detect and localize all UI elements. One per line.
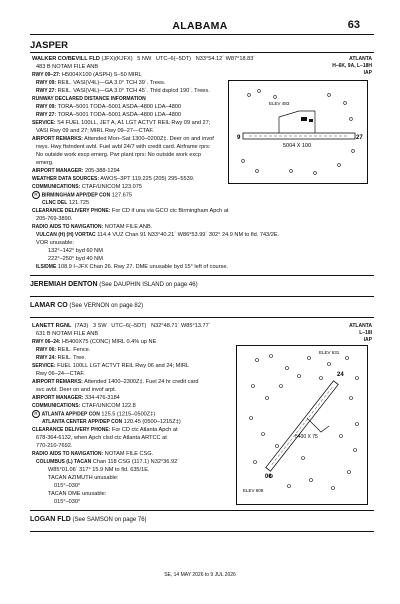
runway-06-label: RWY 06: [36, 347, 57, 353]
approach-label: BIRMINGHAM APP/DEP CON [41, 192, 111, 199]
runway-line [32, 338, 156, 346]
comms-label: COMMUNICATIONS: [32, 184, 81, 190]
radio-label: RADIO AIDS TO NAVIGATION: [32, 451, 104, 457]
see-city: JEREMIAH DENTON [30, 281, 98, 288]
remarks-line [32, 135, 214, 143]
radio-line [32, 223, 152, 231]
airport-name: WALKER CO/BEVILL FLD [32, 56, 100, 62]
clnc-line [42, 199, 89, 207]
service-line [32, 362, 189, 370]
approach-text: 127.675 [111, 192, 132, 199]
section-rule [30, 275, 374, 276]
airport-dist: 3 SW [92, 323, 107, 329]
weather-label: WEATHER DATA SOURCES: [32, 176, 100, 182]
declared-27-line [36, 111, 181, 119]
runway-24-text: REIL. Tree. [57, 355, 86, 361]
elevation-label: ELEV 483 [269, 101, 290, 106]
runway-end-24: 24 [337, 372, 344, 378]
weather-text: AWOS–3PT 119.225 (205) 295–5539. [100, 176, 195, 182]
service-text: FUEL 100LL LGT ACTVT REIL Rwy 06 and 24; MIRL [57, 363, 190, 369]
see-city: LAMAR CO [30, 302, 68, 309]
weather-line [32, 175, 194, 183]
remarks-label: AIRPORT REMARKS: [32, 136, 83, 142]
center-text: 120.45 (0500–1215Z‡) [123, 419, 181, 425]
ils-line [36, 263, 228, 271]
manager-label: AIRPORT MANAGER: [32, 395, 84, 401]
airport-name: LANETT RGNL [32, 323, 72, 329]
vortac-line [36, 231, 279, 239]
chart-label: L–18I [359, 330, 372, 336]
ils-text: 108.9 I–JFX Chan 26. Rwy 27. DME unusable byd 15° left of course. [57, 264, 228, 270]
airport-title-line [32, 55, 255, 63]
service-label: SERVICE: [32, 120, 56, 126]
runway-27-label: RWY 27: [36, 88, 57, 94]
clearance-label: CLEARANCE DELIVERY PHONE: [32, 208, 111, 214]
clearance-line-2: 678-364-6132, when Apch clsd ctc Atlanta ARTCC at [36, 435, 167, 441]
declared-27-label: RWY 27: [36, 112, 57, 118]
vor-range-2: 222°–250° byd 40 NM [48, 256, 103, 262]
runway-09-line [36, 79, 165, 87]
section-rule [30, 52, 374, 53]
declared-09-line [36, 103, 181, 111]
section-rule [30, 531, 374, 532]
comms-text: CTAF/UNICOM 122.8 [81, 403, 136, 409]
runway-27-text: REIL. VASI(V4L)—GA 3.0° TCH 45´. Thld dsplcd 190´. Trees. [57, 88, 210, 94]
manager-line [32, 167, 120, 175]
comms-line [32, 402, 136, 410]
service-text: S4 FUEL 100LL, JET A, A1 LGT ACTVT REIL Rwy 09 and 27; [57, 120, 211, 126]
service-line-2: VASI Rwy 09 and 27; MIRL Rwy 09–27—CTAF. [36, 128, 154, 134]
iap-label: IAP [363, 70, 372, 76]
airport-coords: N32°48.71´ W85°13.77´ [151, 323, 211, 329]
runway-text: H5004X100 (ASPH) S–50 MIRL [62, 72, 142, 78]
approach-text: 125.5 (1215–0500Z‡) [101, 411, 156, 418]
clearance-text: For CD if una via GCO ctc Birmingham Apch at [111, 208, 229, 214]
header-rule [30, 34, 374, 35]
runway-09-text: REIL. VASI(V4L)—GA 3.0° TCH 39´. Trees. [57, 80, 166, 86]
runway-27-line [36, 87, 210, 95]
info-line: 483 B NOTAM FILE ANB [36, 64, 99, 70]
see-text: (See SAMSON on page 76) [72, 517, 147, 523]
airport-title-line [32, 322, 211, 330]
elevation-label-sw: ELEV 609 [243, 488, 264, 493]
iap-label: IAP [363, 337, 372, 343]
runway-06-line [36, 346, 90, 354]
remarks-label: AIRPORT REMARKS: [32, 379, 83, 385]
airport-diagram-jasper [228, 80, 368, 184]
radio-text: NOTAM FILE ANB. [104, 224, 153, 230]
clearance-line-2: 205-769-3890. [36, 216, 73, 222]
terrain-marks [242, 90, 355, 175]
comms-line [32, 183, 142, 191]
declared-09-text: TORA–5001 TODA–5001 ASDA–4800 LDA–4800 [57, 104, 182, 110]
runway-dimension-label: 5004 X 100 [283, 143, 312, 149]
remarks-line-4: emerg. [36, 160, 54, 166]
tacan-label: COLUMBUS (L) TACAN [36, 459, 92, 465]
region-label: ATLANTA [349, 56, 372, 62]
remarks-line [32, 378, 199, 386]
manager-label: AIRPORT MANAGER: [32, 168, 84, 174]
section-rule [30, 296, 374, 297]
manager-text: 334-476-3184 [84, 395, 120, 401]
clearance-line [32, 207, 228, 215]
tacan-line-2: W85°01.06´ 317° 15.9 NM to fld. 635/1E. [48, 467, 150, 473]
region-label: ATLANTA [349, 323, 372, 329]
airport-utc: UTC–6(–5DT) [111, 323, 147, 329]
service-line-2: Rwy 06–24—CTAF. [36, 371, 85, 377]
runway-label: RWY 09–27: [32, 72, 61, 78]
radio-label: RADIO AIDS TO NAVIGATION: [32, 224, 104, 230]
see-city: LOGAN FLD [30, 516, 71, 523]
runway-line [32, 71, 142, 79]
see-reference-jeremiah-denton [30, 281, 198, 288]
manager-line [32, 394, 120, 402]
radio-text: NOTAM FILE CSG. [104, 451, 154, 457]
see-reference-logan-fld [30, 516, 147, 523]
clearance-line-3: 770-210-7692. [36, 443, 73, 449]
hangar-icons [301, 117, 313, 122]
approach-r-icon: R [32, 410, 40, 418]
tacan-dme-unusable: TACAN DME unusable: [48, 491, 107, 497]
clearance-text: For CD ctc Atlanta Apch at [111, 427, 178, 433]
service-label: SERVICE: [32, 363, 56, 369]
center-line [42, 418, 181, 426]
runway-06-text: REIL. Fence. [57, 347, 91, 353]
remarks-line-2: rwys. Hwy ftstndent avbl. Fuel avbl 24/7 with credit card. Airframe rprs: [36, 144, 211, 150]
chart-label: H–6K, 9A, L–18H [332, 63, 372, 69]
airport-utc: UTC–6(–5DT) [155, 56, 192, 62]
declared-distance-title: RUNWAY DECLARED DISTANCE INFORMATION [32, 96, 146, 102]
tacan-dme-range: 015°–030° [54, 499, 81, 505]
approach-r-icon: R [32, 191, 40, 199]
vortac-label: VULCAN (H) (H) VORTAC [36, 232, 96, 238]
vortac-text: 114.4 VUZ Chan 91 N33°40.21´ W86°53.99´ 302° 24.9 NM to fld. 743/2E. [97, 232, 280, 238]
manager-text: 205-388-1294 [84, 168, 120, 174]
runway-text: H5400X75 (CONC) MIRL 0.4% up NE [62, 339, 157, 345]
airport-diagram-lanett [236, 345, 368, 505]
see-reference-lamar-co [30, 302, 143, 309]
info-line: 631 B NOTAM FILE ANB [36, 331, 99, 337]
see-text: (See VERNON on page 82) [69, 303, 144, 309]
runway-end-27: 27 [356, 135, 363, 141]
declared-09-label: RWY 09: [36, 104, 57, 110]
tacan-azimuth-range: 015°–030° [54, 483, 81, 489]
clearance-label: CLEARANCE DELIVERY PHONE: [32, 427, 111, 433]
approach-label: ATLANTA APP/DEP CON [41, 411, 100, 418]
runway-end-9: 9 [237, 135, 241, 141]
section-rule [30, 510, 374, 511]
airport-ids: (7A3) [74, 323, 89, 329]
radio-line [32, 450, 153, 458]
declared-27-text: TORA–5001 TODA–5001 ASDA–4800 LDA–4800 [57, 112, 182, 118]
section-rule [30, 317, 374, 318]
vor-unusable: VOR unusable: [36, 240, 74, 246]
center-label: ATLANTA CENTER APP/DEP CON [42, 419, 123, 425]
runway-dimension-label: 5400 X 75 [295, 434, 318, 440]
airport-dist: 5 NW [137, 56, 152, 62]
remarks-line-3: No outside work excp emerg. Pwr plant rprs: No outside work excp [36, 152, 202, 158]
remarks-text: Attended Mon–Sat 1300–0200Z‡. Deer on and invof [84, 136, 214, 142]
elevation-label-ne: ELEV 631 [319, 350, 340, 355]
ils-label: ILS/DME [36, 264, 57, 270]
tacan-text: Chan 118 CSG (117.1) N32°36.92´ [92, 459, 180, 465]
see-text: (See DAUPHIN ISLAND on page 46) [99, 282, 198, 288]
runway-label: RWY 06–24: [32, 339, 61, 345]
page-number: 63 [347, 19, 360, 31]
runway-24-line [36, 354, 86, 362]
runway-24-label: RWY 24: [36, 355, 57, 361]
tacan-azimuth-unusable: TACAN AZIMUTH unusable: [48, 475, 119, 481]
runway-shape [266, 381, 338, 471]
comms-label: COMMUNICATIONS: [32, 403, 81, 409]
city-heading-jasper: JASPER [30, 40, 69, 51]
clearance-line [32, 426, 178, 434]
remarks-line-2: svc avbl. Deer on and invof arpt. [36, 387, 117, 393]
vor-range-1: 132°–142° byd 60 NM [48, 248, 103, 254]
clnc-label: CLNC DEL [42, 200, 68, 206]
remarks-text: Attended 1400–2300Z‡. Fuel 24 hr credit card [84, 379, 199, 385]
footer-effective-dates: SE, 14 MAY 2026 to 9 JUL 2026 [164, 572, 236, 578]
airport-coords: N33°54.12´ W87°18.83´ [195, 56, 256, 62]
runway-09-label: RWY 09: [36, 80, 57, 86]
page-state-title: ALABAMA [172, 20, 228, 32]
service-line [32, 119, 210, 127]
runway-end-06: 06 [265, 474, 272, 480]
tacan-line [36, 458, 179, 466]
airport-ids: (JFX)(KJFX) [101, 56, 133, 62]
comms-text: CTAF/UNICOM 123.075 [81, 184, 143, 190]
clnc-text: 121.725 [68, 200, 90, 206]
